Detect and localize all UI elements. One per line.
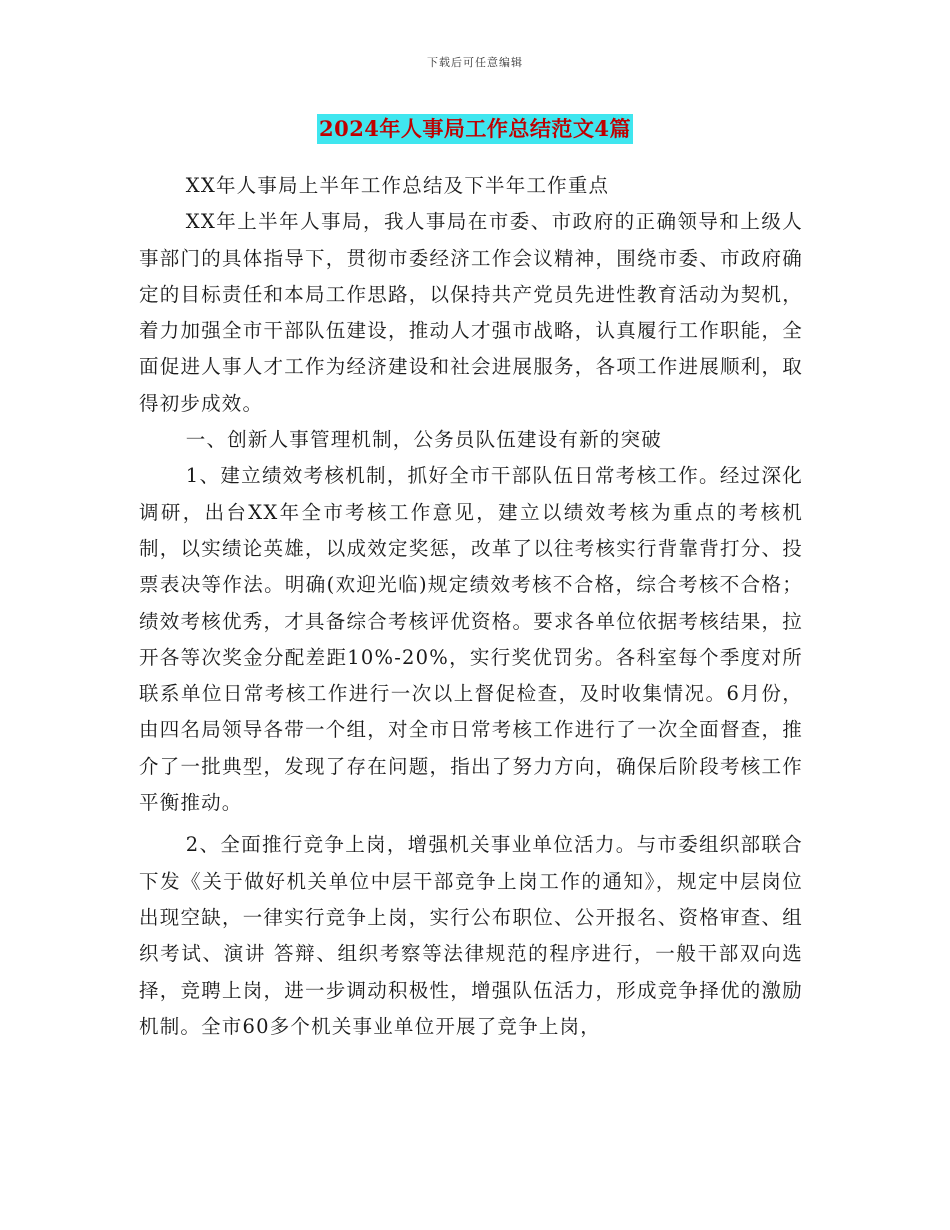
paragraph-section-heading: 一、创新人事管理机制，公务员队伍建设有新的突破 (185, 428, 662, 452)
document-title: 2024年人事局工作总结范文4篇 (317, 114, 633, 144)
title-container (0, 114, 950, 144)
page-header-note: 下载后可任意编辑 (427, 56, 523, 69)
paragraph-item-2: 2、全面推行竞争上岗，增强机关事业单位活力。与市委组织部联合下发《关于做好机关单位中层干部竞争上岗工作的通知》，规定中层岗位出现空缺，一律实行竞争上岗，实行公布职位、公开报名、资格审查、组织考试、演讲 答辩、组织考察等法律规范的程序进行，一般干部双向选择，竞聘上岗，进一步调动积极性，增强队伍活力，形成竞争择优的激励机制。全市60多个机关事业单位开展了竞争上岗， (139, 833, 803, 1038)
paragraph-item-1: 1、建立绩效考核机制，抓好全市干部队伍日常考核工作。经过深化调研，出台XX年全市考核工作意见，建立以绩效考核为重点的考核机制，以实绩论英雄，以成效定奖惩，改革了以往考核实行背靠背打分、投票表决等作法。明确(欢迎光临)规定绩效考核不合格，综合考核不合格；绩效考核优秀，才具备综合考核评优资格。要求各单位依据考核结果，拉开各等次奖金分配差距10%-20%，实行奖优罚劣。各科室每个季度对所联系单位日常考核工作进行一次以上督促检查，及时收集情况。6月份，由四名局领导各带一个组，对全市日常考核工作进行了一次全面督查，推介了一批典型，发现了存在问题，指出了努力方向，确保后阶段考核工作平衡推动。 (139, 464, 803, 815)
document-body (139, 168, 803, 1045)
paragraph-subtitle: XX年人事局上半年工作总结及下半年工作重点 (185, 174, 610, 197)
paragraph-intro: XX年上半年人事局，我人事局在市委、市政府的正确领导和上级人事部门的具体指导下，贯彻市委经济工作会议精神，围绕市委、市政府确定的目标责任和本局工作思路，以保持共产党员先进性教育活动为契机，着力加强全市干部队伍建设，推动人才强市战略，认真履行工作职能，全面促进人事人才工作为经济建设和社会进展服务，各项工作进展顺利，取得初步成效。 (139, 210, 803, 415)
